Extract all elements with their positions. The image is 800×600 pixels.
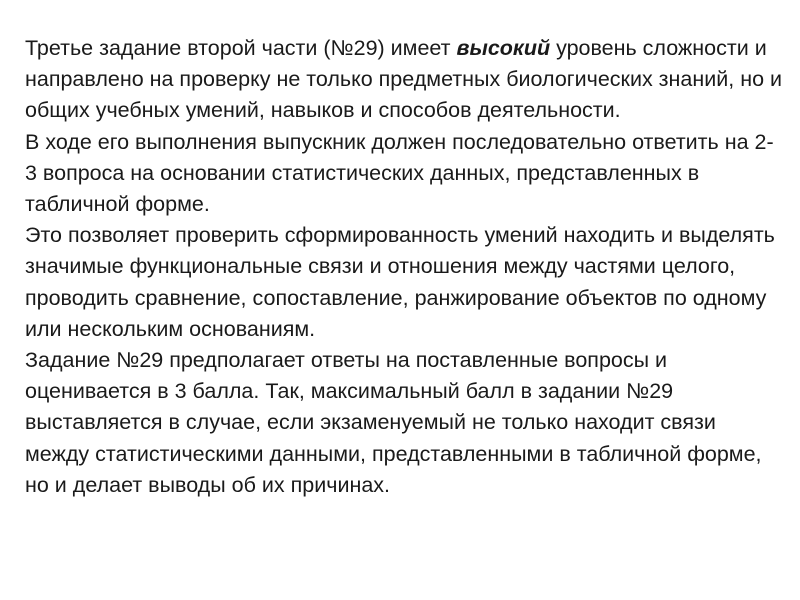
- paragraph-skills-checked: Это позволяет проверить сформированность умений находить и выделять значимые функциональные связи и отношения между частями целого, проводить сравнение, сопоставление, ранжирование объектов по одному или нескольким основаниям.: [25, 223, 775, 341]
- paragraph-task-procedure: В ходе его выполнения выпускник должен последовательно ответить на 2-3 вопроса на основании статистических данных, представленных в табличной форме.: [25, 129, 774, 217]
- slide-body-text: [25, 33, 785, 501]
- paragraph-text-start: Третье задание второй части (№29) имеет: [25, 36, 457, 60]
- paragraph-scoring: Задание №29 предполагает ответы на поставленные вопросы и оценивается в 3 балла. Так, максимальный балл в задании №29 выставляется в случае, если экзаменуемый не только находит связи между статистическими данными, представленными в табличной форме, но и делает выводы об их причинах.: [25, 348, 762, 497]
- emphasis-high-level: высокий: [456, 36, 551, 60]
- paragraph-task-level: [25, 33, 785, 127]
- paragraph-text-end: уровень сложности и направлено на проверку не только предметных биологических знаний, но и общих учебных умений, навыков и способов деятельности.: [25, 36, 783, 123]
